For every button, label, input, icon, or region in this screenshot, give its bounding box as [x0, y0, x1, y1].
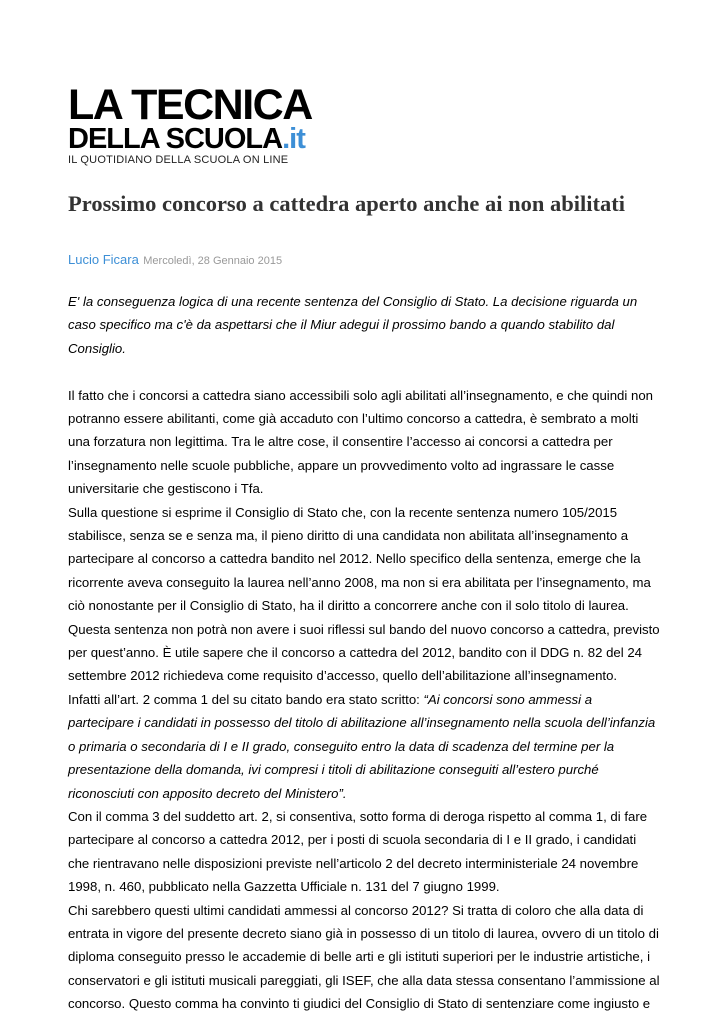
article-quote-paragraph: [68, 688, 660, 805]
paragraph-gap: [68, 360, 660, 383]
article-date: Mercoledì, 28 Gennaio 2015: [143, 255, 283, 267]
quote-intro: Infatti all’art. 2 comma 1 del su citato bando era stato scritto:: [68, 691, 424, 707]
logo-line2-accent: .it: [282, 123, 305, 155]
article-paragraph: Sulla questione si esprime il Consiglio di Stato che, con la recente sentenza numero 105/2015 stabilisce, senza se e senza ma, il pieno diritto di una candidata non abilitata all’insegnamento a partecipare al concorso a cattedra bandito nel 2012. Nello specifico della sentenza, emerge che la ricorrente aveva conseguito la laurea nell’anno 2008, ma non si era abilitata per l’insegnamento, ma ciò nonostante per il Consiglio di Stato, ha il diritto a concorrere anche con il solo titolo di laurea.: [68, 504, 651, 614]
article-paragraph: Con il comma 3 del suddetto art. 2, si consentiva, sotto forma di deroga rispetto al comma 1, di fare partecipare al concorso a cattedra 2012, per i posti di scuola secondaria di I e II grado, i candidati che rientravano nelle disposizioni previste nell’articolo 2 del decreto interministeriale 24 novembre 1998, n. 460, pubblicato nella Gazzetta Ufficiale n. 131 del 7 giugno 1999.: [68, 808, 648, 895]
logo-tagline: IL QUOTIDIANO DELLA SCUOLA ON LINE: [68, 154, 289, 166]
article-paragraph: Questa sentenza non potrà non avere i suoi riflessi sul bando del nuovo concorso a cattedra, previsto per quest’anno. È utile sapere che il concorso a cattedra del 2012, bandito con il DDG n. 82 del 24 settembre 2012 richiedeva come requisito d’accesso, quello dell’abilitazione all’insegnamento.: [68, 621, 660, 684]
article-lead: E' la conseguenza logica di una recente sentenza del Consiglio di Stato. La decisione riguarda un caso specifico ma c'è da aspettarsi che il Miur adegui il prossimo bando a quando stabilito dal Consiglio.: [68, 294, 638, 356]
logo-line2-main: DELLA SCUOLA: [68, 123, 283, 155]
logo-line2: [68, 124, 368, 154]
logo-line1: LA TECNICA: [68, 81, 312, 129]
article-author[interactable]: Lucio Ficara: [68, 252, 139, 267]
site-logo[interactable]: [68, 81, 368, 167]
article-title: Prossimo concorso a cattedra aperto anche ai non abilitati: [68, 191, 626, 216]
quote-text: “Ai concorsi sono ammessi a partecipare i candidati in possesso del titolo di abilitazione all’insegnamento nella scuola dell’infanzia o primaria o secondaria di I e II grado, conseguito entro la data di scadenza del termine per la presentazione della domanda, ivi compresi i titoli di abilitazione conseguiti all’estero purché riconosciuti con apposito decreto del Ministero”.: [68, 691, 656, 801]
article-paragraph: Il fatto che i concorsi a cattedra siano accessibili solo agli abilitati all’insegnamento, e che quindi non potranno essere abilitanti, come già accaduto con l’ultimo concorso a cattedra, è sembrato a molti una forzatura non legittima. Tra le altre cose, il consentire l’accesso ai concorsi a cattedra per l’insegnamento nelle scuole pubbliche, appare un provvedimento volto ad ingrassare le casse universitarie che gestiscono i Tfa.: [68, 387, 653, 497]
article-paragraph: Chi sarebbero questi ultimi candidati ammessi al concorso 2012? Si tratta di coloro che alla data di entrata in vigore del presente decreto siano già in possesso di un titolo di laurea, ovvero di un titolo di diploma conseguito presso le accademie di belle arti e gli istituti superiori per le industrie artistiche, i conservatori e gli istituti musicali pareggiati, gli ISEF, che alla data stessa consentano l’ammissione al concorso. Questo comma ha convinto ti giudici del Consiglio di Stato di sentenziare come ingiusto e: [68, 902, 660, 1012]
article-byline: [68, 251, 282, 269]
article-body: [68, 290, 660, 1016]
